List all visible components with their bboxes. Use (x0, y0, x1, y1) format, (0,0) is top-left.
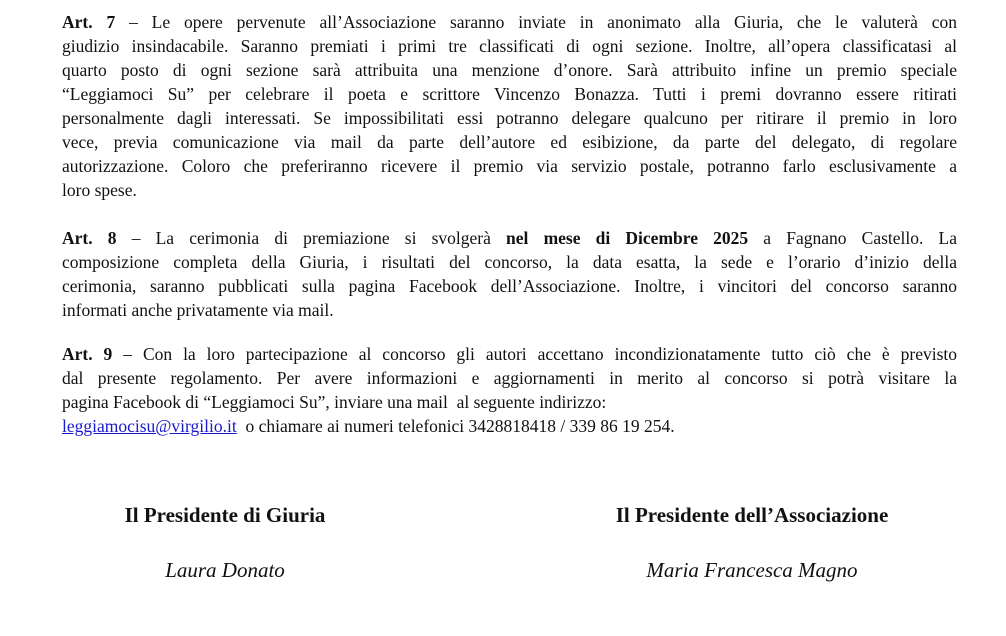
article-label: Art. 9 (62, 344, 113, 364)
highlight-date: nel mese di Dicembre 2025 (506, 228, 749, 248)
text-line: quarto posto di ogni sezione sarà attribuita una menzione d’onore. Sarà attribuito infine un premio speciale (62, 60, 957, 80)
text: – Le opere pervenute all’Associazione saranno inviate in anonimato alla Giuria, che le valuterà con (115, 12, 958, 32)
text: – La cerimonia di premiazione si svolgerà (116, 228, 507, 248)
text-line (62, 414, 957, 438)
signature-name: Laura Donato (165, 558, 285, 582)
article-label: Art. 8 (62, 228, 117, 248)
text-line: composizione completa della Giuria, i risultati del concorso, la data esatta, la sede e l’orario d’inizio della (62, 252, 957, 272)
phone-text: o chiamare ai numeri telefonici 3428818418 / 339 86 19 254. (236, 416, 675, 436)
signature-association-president (572, 503, 932, 583)
signature-jury-president (45, 503, 405, 583)
article-8 (62, 226, 957, 322)
text-line: giudizio insindacabile. Saranno premiati i primi tre classificati di ogni sezione. Inoltre, all’opera classificatasi al (62, 36, 957, 56)
text-line (62, 342, 957, 366)
article-9 (62, 342, 957, 438)
text-line: informati anche privatamente via mail. (62, 300, 334, 320)
signature-title: Il Presidente di Giuria (124, 503, 326, 527)
signature-title: Il Presidente dell’Associazione (615, 503, 889, 527)
email-link[interactable]: leggiamocisu@virgilio.it (62, 416, 237, 436)
text: – Con la loro partecipazione al concorso gli autori accettano incondizionatamente tutto ciò che è previsto (112, 344, 958, 364)
text: a Fagnano Castello. La (748, 228, 958, 248)
article-label: Art. 7 (62, 12, 116, 32)
text-line: pagina Facebook di “Leggiamoci Su”, inviare una mail al seguente indirizzo: (62, 392, 607, 412)
text-line: loro spese. (62, 180, 137, 200)
text-line: vece, previa comunicazione via mail da parte dell’autore ed esibizione, da parte del delegato, di regolare (62, 132, 957, 152)
article-7 (62, 10, 957, 202)
text-line: dal presente regolamento. Per avere informazioni e aggiornamenti in merito al concorso si potrà visitare la (62, 368, 957, 388)
text-line: autorizzazione. Coloro che preferiranno ricevere il premio via servizio postale, potranno farlo esclusivamente a (62, 156, 957, 176)
text-line: personalmente dagli interessati. Se impossibilitati essi potranno delegare qualcuno per ritirare il premio in loro (62, 108, 957, 128)
signature-name: Maria Francesca Magno (646, 558, 858, 582)
text-line: cerimonia, saranno pubblicati sulla pagina Facebook dell’Associazione. Inoltre, i vincitori del concorso saranno (62, 276, 957, 296)
text-line: “Leggiamoci Su” per celebrare il poeta e scrittore Vincenzo Bonazza. Tutti i premi dovranno essere ritirati (62, 84, 957, 104)
text-line (62, 226, 957, 250)
text-line (62, 10, 957, 34)
